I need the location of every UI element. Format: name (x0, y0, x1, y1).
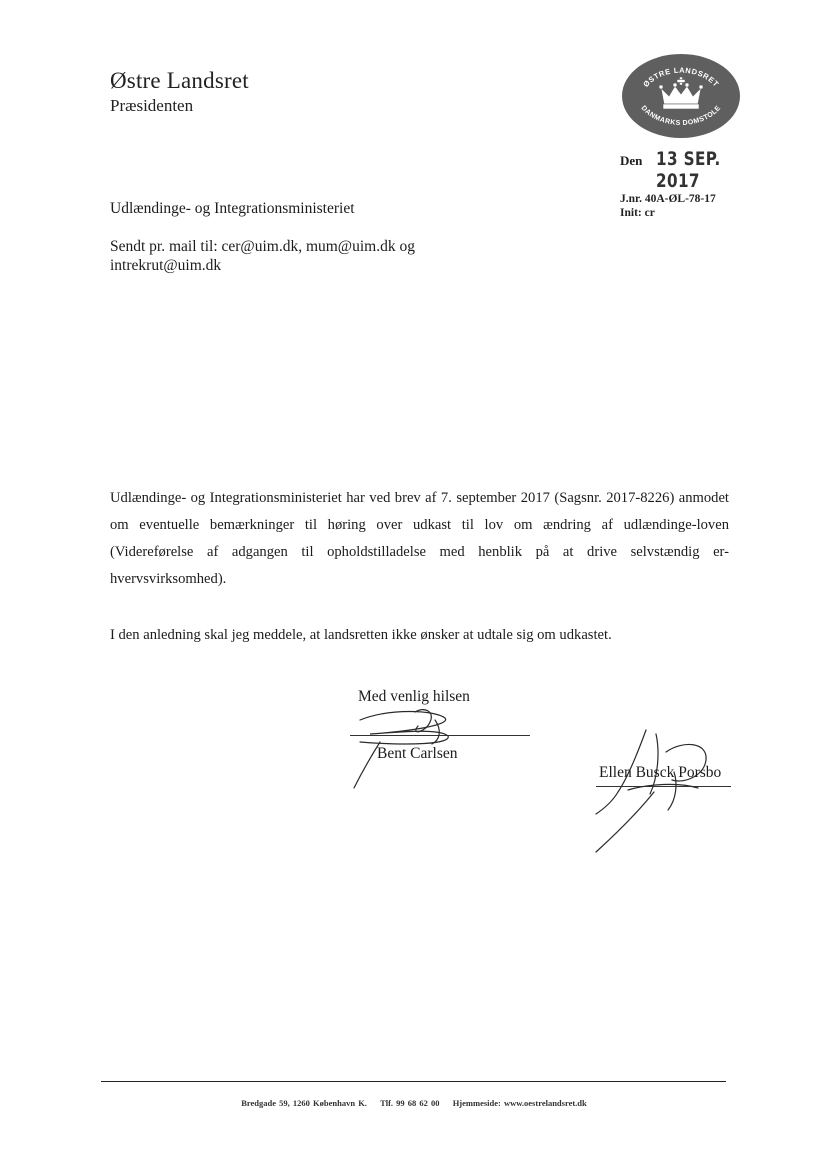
mail-line-1: Sendt pr. mail til: cer@uim.dk, mum@uim.dk og (110, 238, 415, 255)
mail-line-2: intrekrut@uim.dk (110, 257, 222, 274)
footer (0, 1098, 828, 1108)
signer-2-name: Ellen Busck Porsbo (599, 764, 722, 781)
recipient-name: Udlændinge- og Integrationsministeriet (110, 200, 355, 217)
seal-bottom-text: DANMARKS DOMSTOLE (639, 104, 723, 127)
journal-number: J.nr. 40A-ØL-78-17 (620, 193, 716, 205)
signature-scribble-2 (588, 722, 738, 862)
closing-greeting: Med venlig hilsen (358, 688, 470, 705)
body-paragraph-1: Udlændinge- og Integrationsministeriet har ved brev af 7. september 2017 (Sagsnr. 2017-8226) anmodet om eventuelle bemærkninger til høring over udkast til lov om ændring af udlændinge-loven (Videreførelse af adgangen til opholdstilladelse med henblik på at drive selvstændig er-hvervsvirksomhed). (110, 490, 729, 587)
footer-phone: Tlf. 99 68 62 00 (380, 1098, 440, 1108)
mail-recipients (110, 237, 470, 275)
body-paragraph-2: I den anledning skal jeg meddele, at landsretten ikke ønsker at udtale sig om udkastet. (110, 627, 612, 643)
court-name: Østre Landsret (110, 68, 249, 93)
court-seal (620, 52, 742, 140)
footer-address: Bredgade 59, 1260 København K. (241, 1098, 367, 1108)
department-name: Præsidenten (110, 96, 194, 115)
footer-website: Hjemmeside: www.oestrelandsret.dk (452, 1098, 587, 1108)
initials: Init: cr (620, 207, 655, 219)
seal-top-text: ØSTRE LANDSRET (641, 65, 721, 89)
date-block (620, 148, 780, 220)
date-label: Den (620, 153, 643, 168)
date-stamp: 13 SEP. 2017 (656, 148, 722, 192)
signer-1-name: Bent Carlsen (377, 745, 458, 762)
footer-divider (101, 1081, 726, 1082)
